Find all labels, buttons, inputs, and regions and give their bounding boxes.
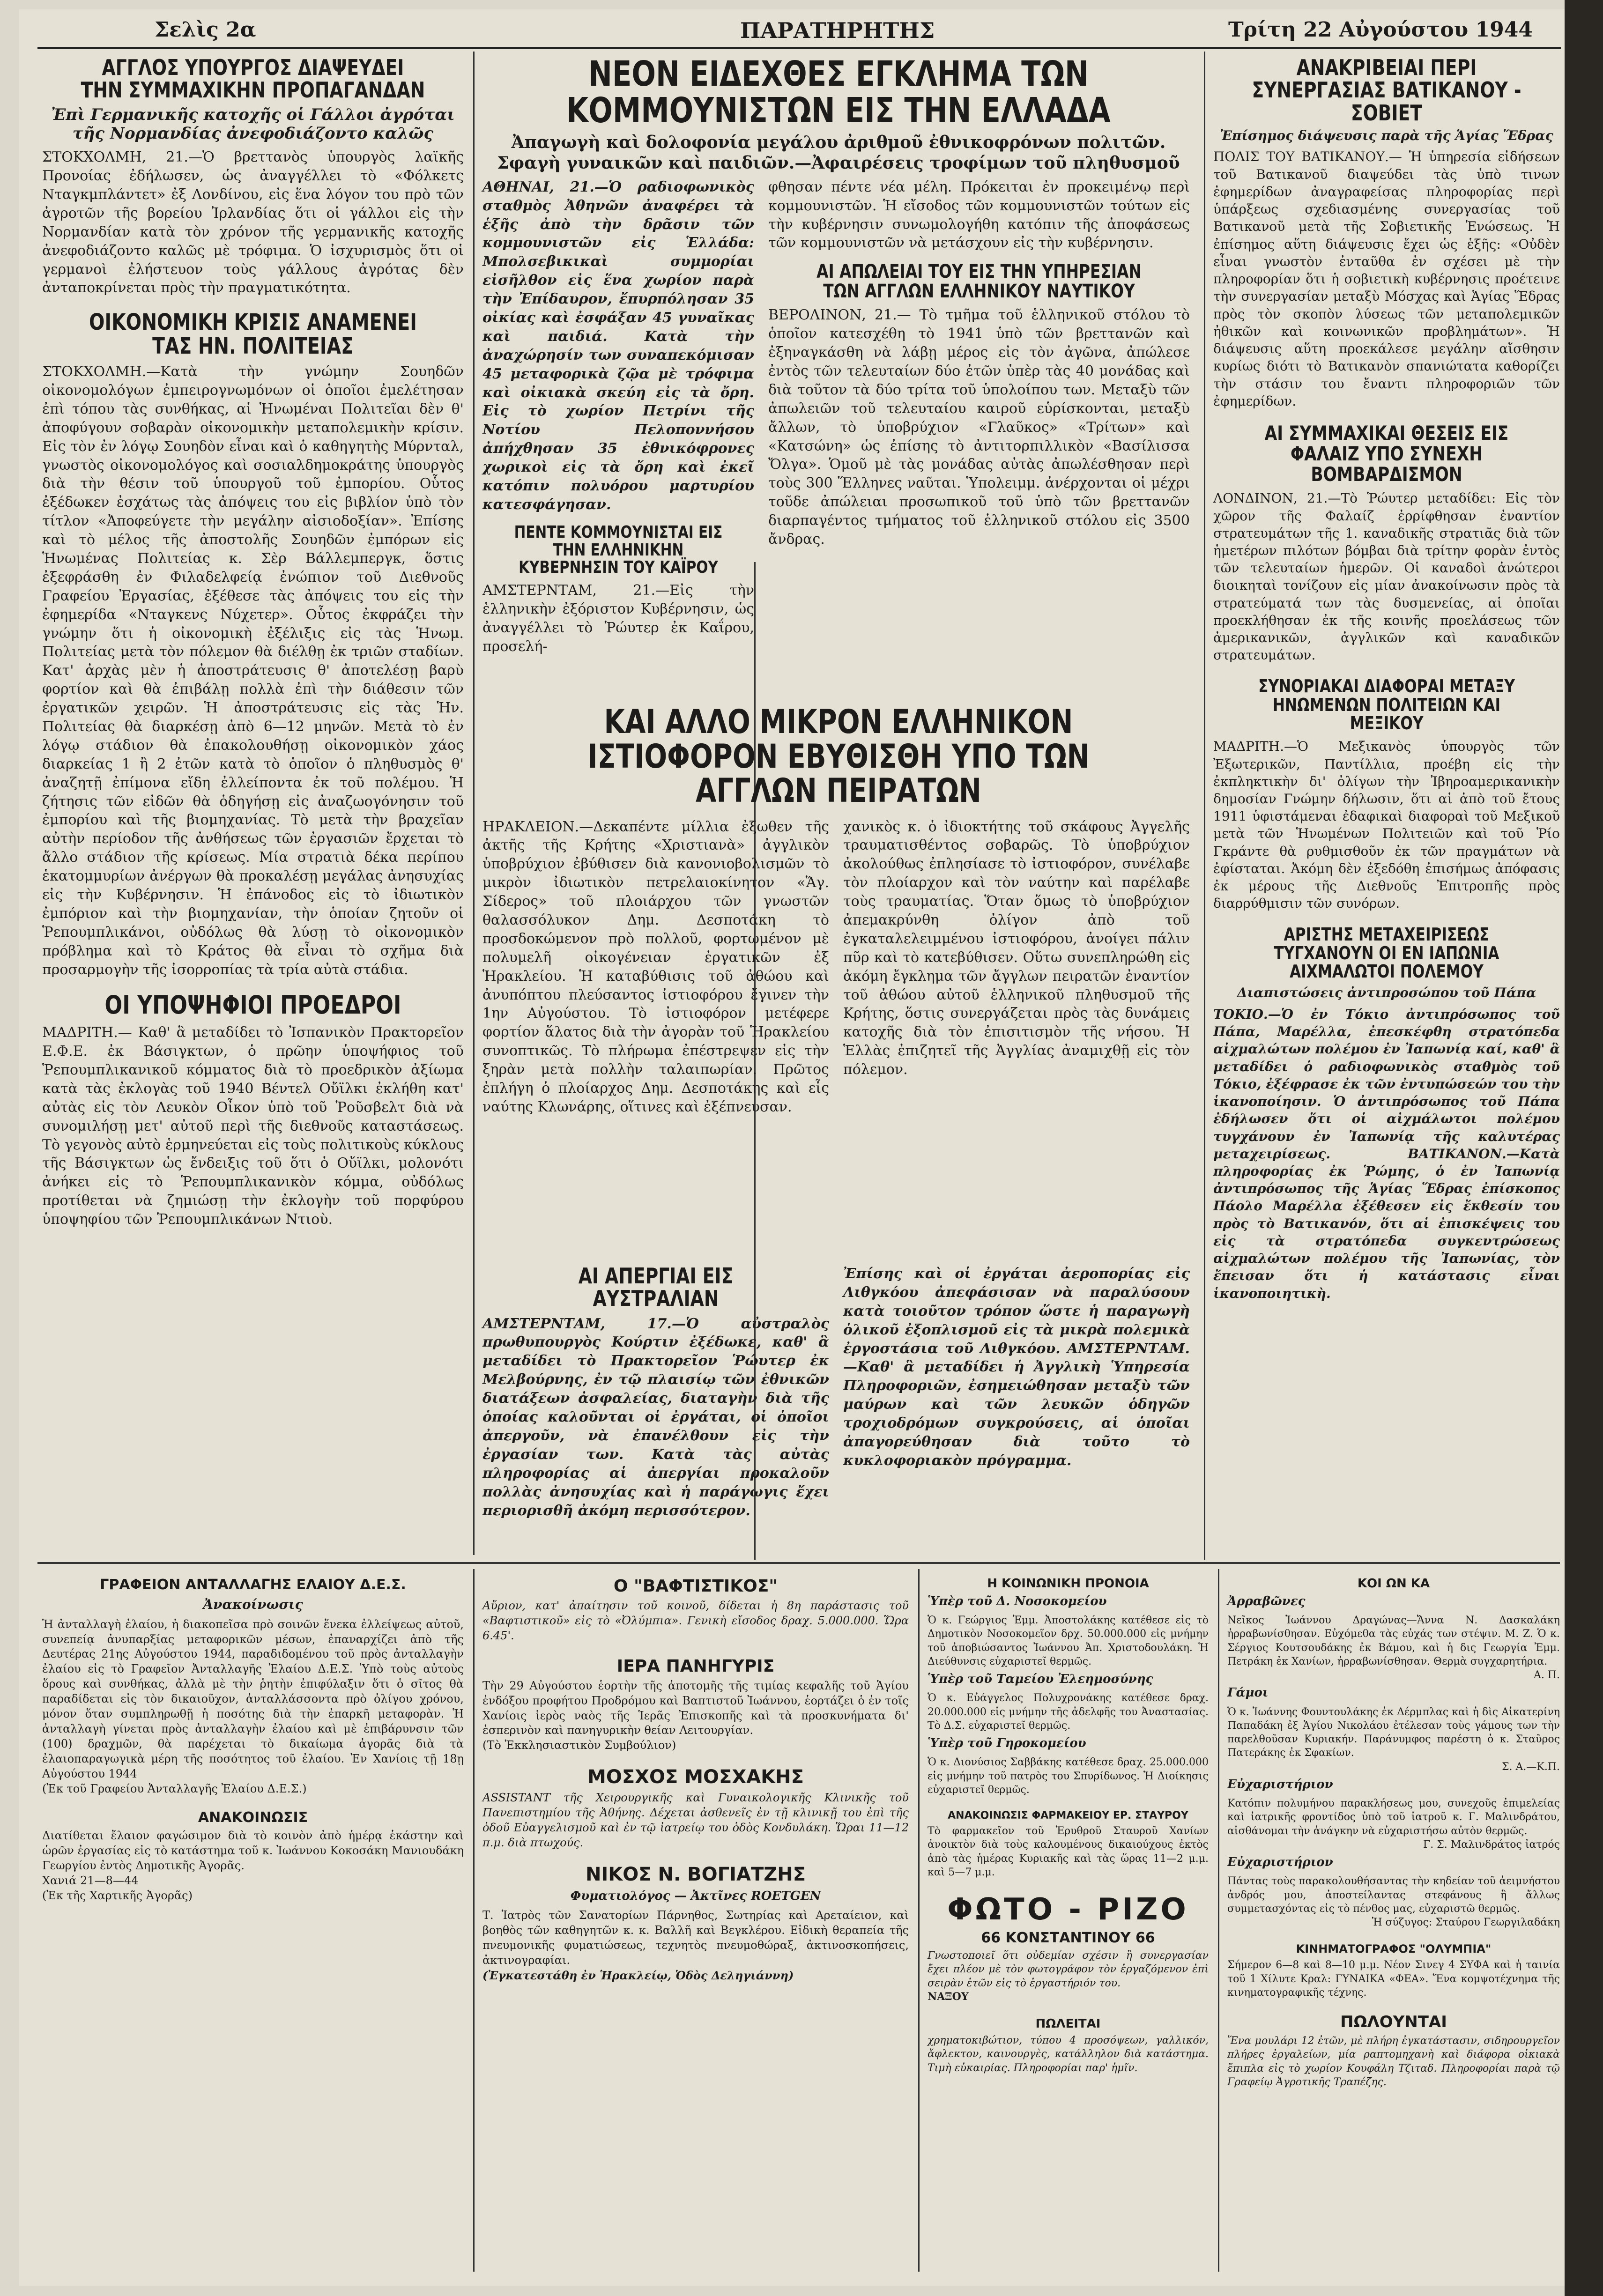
notices-column-3 xyxy=(928,1574,1209,2272)
notice-title: ΝΙΚΟΣ Ν. ΒΟΓΙΑΤΖΗΣ xyxy=(585,1863,806,1885)
notice-title: ΚΟΙ ΩΝ ΚΑ xyxy=(1357,1577,1430,1591)
column-rule xyxy=(473,52,475,1555)
article-body: ΒΕΡΟΛΙΝΟΝ, 21.— Τὸ τμῆμα τοῦ ἑλληνικοῦ στόλου τὸ ὁποῖον κατεσχέθη τὸ 1941 ὑπὸ τῶν βρεττανῶν καὶ ἐξηναγκάσθη νὰ λάβῃ μέρος εἰς τὸν ἀγῶνα, ἀπώλεσε ἐντὸς τῶν τελευταίων δύο ἐτῶν ὑπὲρ τὰς 40 μονάδας καὶ διὰ τοῦτον τὰ δύο τρίτα τοῦ ὑπολοίπου των. Μεταξὺ τῶν ἀπωλειῶν τοῦ τελευταίου καιροῦ εὑρίσκονται, μεταξὺ ἄλλων, τὸ ὑποβρύχιον «Γλαῦκος» «Τρίτων» καὶ «Κατσώνη» ὡς ἐπίσης τὸ ἀντιτορπιλλικὸν «Βασίλισσα Ὄλγα». Ὁμοῦ μὲ τὰς μονάδας αὐτὰς ἀπωλέσθησαν περὶ τοὺς 300 Ἕλληνες ναῦται. Ὑπολειμμ. ἀνέρχονται οἱ μέχρι τοῦδε ἀπώλειαι προσωπικοῦ τοῦ ὑπὸ τῶν βρεττανῶν διαρπαγέντος τμήματος τοῦ ἑλληνικοῦ στόλου εἰς 3500 ἄνδρας. xyxy=(768,307,1190,548)
notice-festival xyxy=(482,1657,909,1754)
notice-subtitle: Εὐχαριστήριον xyxy=(1227,1855,1333,1870)
subheadline: Ἐπίσημος διάψευσις παρὰ τῆς Ἁγίας Ἕδρας xyxy=(1220,127,1553,143)
strikes-left xyxy=(482,1265,829,1520)
article-body-continued: χανικὸς κ. ὁ ἰδιοκτήτης τοῦ σκάφους Ἀγγελῆς τραυματισθέντος σοβαρῶς. Τὸ ὑποβρύχιον ἀκολούθως ἐπλησίασε τὸ ἰστιοφόρον, συνέλαβε τὸν πλοίαρχον καὶ τὸν ναύτην καὶ παρέλαβε τοὺς τραυματίας. Ὅταν ὅμως τὸ ὑποβρύχιον ἀπεμακρύνθη ὀλίγον ἀπὸ τοῦ ἐγκαταλελειμμένου ἰστιοφόρου, ἀνοίγει πάλιν πῦρ καὶ τὸ κατεβύθισεν. Οὕτω συνεπληρώθη εἰς ἀκόμη ἔγκλημα τῶν ἄγγλων πειρατῶν ἐναντίον τοῦ ἀθώου αὐτοῦ ἑλληνικοῦ πληθυσμοῦ τῆς Κρήτης, ὅστις συνεργάζεται πρὸς τὰς δυνάμεις κατοχῆς διὰ τὸν ἐπισιτισμὸν τῆς νήσου. Ἡ Ἑλλὰς ἐπιζητεῖ τῆς Ἀγγλίας ἀναμιχθῇ εἰς τὸν πόλεμον. xyxy=(843,818,1190,1078)
lead-body-continued: φθησαν πέντε νέα μέλη. Πρόκειται ἐν προκειμένῳ περὶ κομμουνιστῶν. Ἡ εἴσοδος τῶν κομμουνιστῶν τούτων εἰς τὴν κυβέρνησιν συνωμολογήθη κατόπιν τῆς ἀποφάσεως τῶν κομμουνιστῶν νὰ μετάσχουν εἰς τὴν κυβέρνησιν. xyxy=(768,178,1190,252)
article-body: ΑΜΣΤΕΡΝΤΑΜ, 21.—Εἰς τὴν ἑλληνικὴν ἐξόριστον Κυβέρνησιν, ὡς ἀναγγέλλει τὸ Ῥώυτερ ἐκ Καΐρου, προσελή- xyxy=(482,582,754,655)
notice-body: Νεῖκος Ἰωάννου Δραγώνας—Ἄννα Ν. Δασκαλάκη ἠρραβωνίσθησαν. Εὐχόμεθα τὰς εὐχάς των στέψιν. Μ. Ζ. Ὁ κ. Σέργιος Κουτσουδάκης ἐκ Βάμου, καὶ ἡ δις Γεωργία Ἐμμ. Πετράκη ἐκ Χανίων, ἠρραβωνίσθησαν. Θερμὰ συγχαρητήρια. xyxy=(1227,1615,1560,1667)
column-rule xyxy=(1204,52,1205,1560)
notice-doctor-vogiatzis xyxy=(482,1864,909,1983)
notice-body: Ὁ κ. Εὐάγγελος Πολυχρονάκης κατέθεσε δραχ. 20.000.000 εἰς μνήμην τῆς ἀδελφῆς του Ἀναστασίας. Τὸ Δ.Σ. εὐχαριστεῖ θερμῶς. xyxy=(928,1692,1209,1732)
notice-cinema xyxy=(1227,1942,1560,2000)
lead-headline: ΝΕΟΝ ΕΙΔΕΧΘΕΣ ΕΓΚΛΗΜΑ ΤΩΝ ΚΟΜΜΟΥΝΙΣΤΩΝ ΕΙΣ ΤΗΝ ΕΛΛΑΔΑ xyxy=(566,54,1111,131)
column-rule xyxy=(918,1569,920,2272)
notice-subtitle: Ὑπὲρ τοῦ Ταμείου Ἐλεημοσύνης xyxy=(928,1672,1153,1687)
article-body-continued: Ἐπίσης καὶ οἱ ἐργάται ἀεροπορίας εἰς Λιθγκόου ἀπεφάσισαν νὰ παραλύσουν κατὰ τοιοῦτον τρόπον ὥστε ἡ παραγωγὴ ὁλικοῦ ἐξοπλισμοῦ εἰς τὰ μικρὰ πολεμικὰ ἐργοστάσια τοῦ Λιθγκόου. ΑΜΣΤΕΡΝΤΑΜ.—Καθ' ἃ μεταδίδει ἡ Ἀγγλικὴ Ὑπηρεσία Πληροφοριῶν, ἐσημειώθησαν μεταξὺ τῶν μαύρων καὶ τῶν λευκῶν ὁδηγῶν τροχιοδρόμων συγκρούσεις, αἱ ὁποῖαι ἀπαγορεύθησαν διὰ τοῦτο τὸ κυκλοφοριακὸν πρόγραμμα. xyxy=(843,1266,1190,1469)
notice-body: Διατίθεται ἔλαιον φαγώσιμον διὰ τὸ κοινὸν ἀπὸ ἡμέρᾳ ἑκάστην καὶ ὡρῶν ἐργασίας εἰς τὸ κατάστημα τοῦ κ. Ἰωάννου Κοκοσάκη Μανιουδάκη Γεωργίου ἐντὸς Δημοτικῆς Ἀγορᾶς. xyxy=(42,1829,464,1873)
article-australia-strikes xyxy=(482,1265,1195,1555)
notice-body: Τ. Ἰατρὸς τῶν Σανατορίων Πάρνηθος, Σωτηρίας καὶ Αρεταίειον, καὶ βοηθὸς τῶν καθηγητῶν κ. κ. Βαλλῆ καὶ Βεγκλέρου. Εἰδικὴ θεραπεία τῆς πνευμονικῆς φυματιώσεως, τεχνητὸς πνευμοθώραξ, ἀκτινοσκοπήσεις, ἀκτινογραφίαι. xyxy=(482,1909,909,1967)
masthead: ΠΑΡΑΤΗΡΗΤΗΣ xyxy=(740,18,935,43)
article-sailboat-sunk xyxy=(482,705,1195,1248)
notice-body: Κατόπιν πολυμήνου παρακλήσεως μου, συνεχοῦς ἐπιμελείας καὶ ἰατρικῆς φροντίδος ὑπὸ τοῦ ἰατροῦ κ. Γ. Μαλινδράτου, αἰσθάνομαι τὴν ἀνάγκην νὰ εὐχαριστήσω αὐτὸν θερμῶς. xyxy=(1227,1798,1560,1837)
notice-title: ΜΟΣΧΟΣ ΜΟΣΧΑΚΗΣ xyxy=(587,1766,804,1788)
notice-title: ΑΝΑΚΟΙΝΩΣΙΣ xyxy=(198,1809,308,1826)
notice-title: ΠΩΛΟΥΝΤΑΙ xyxy=(1340,2013,1447,2031)
notice-title: ΓΡΑΦΕΙΟΝ ΑΝΤΑΛΛΑΓΗΣ ΕΛΑΙΟΥ Δ.Ε.Σ. xyxy=(100,1577,406,1593)
notice-body: Τὴν 29 Αὐγούστου ἑορτὴν τῆς ἀποτομῆς τῆς τιμίας κεφαλῆς τοῦ Ἁγίου ἐνδόξου προφήτου Προδρόμου καὶ Βαπτιστοῦ Ἰωάννου, ἑορτάζει ὁ ἐν τοῖς Χανίοις ἱερὸς ναὸς τῆς Ἱερᾶς Ἐπισκοπῆς καὶ τὰ προσκυνήματα δι' ἑσπερινὸν καὶ πανηγυρικὴν θείαν Λειτουργίαν. xyxy=(482,1679,909,1737)
article-body: ΜΑΔΡΙΤΗ.—Ὁ Μεξικανὸς ὑπουργὸς τῶν Ἐξωτερικῶν, Παντίλλια, προέβη εἰς τὴν ἐκπληκτικὴν δι' ὀλίγων τὴν Ἰβηροαμερικανικὴν δημοσίαν Γνώμην δήλωσιν, ὅτι αἱ ἀπὸ τοῦ ἔτους 1911 ὑφιστάμεναι ἐδαφικαὶ διαφοραὶ τοῦ Μεξικοῦ μετὰ τῶν Ἡνωμένων Πολιτειῶν καὶ τοῦ Ῥίο Γκράντε θὰ ρυθμισθοῦν ἐκ τῶν πραγμάτων νὰ ἐφίσταται. Ἀκόμη δὲν ἐξεδόθη ἐπισήμως ἀπόφασις ἐκ μέρους τῆς Διεθνοῦς Ἐπιτροπῆς πρὸς διαρρύθμισιν τῶν συνόρων. xyxy=(1213,739,1560,911)
headline: ΚΑΙ ΑΛΛΟ ΜΙΚΡΟΝ ΕΛΛΗΝΙΚΟΝ ΙΣΤΙΟΦΟΡΟΝ ΕΒΥΘΙΣΘΗ ΥΠΟ ΤΩΝ ΑΓΓΛΩΝ ΠΕΙΡΑΤΩΝ xyxy=(587,703,1090,810)
headline: ΑΡΙΣΤΗΣ ΜΕΤΑΧΕΙΡΙΣΕΩΣ ΤΥΓΧΑΝΟΥΝ ΟΙ ΕΝ ΙΑΠΩΝΙΑ ΑΙΧΜΑΛΩΤΟΙ ΠΟΛΕΜΟΥ xyxy=(1274,924,1499,982)
notice-subtitle: Ἀνακοίνωσις xyxy=(203,1597,303,1612)
page-label: Σελὶς 2α xyxy=(155,18,256,42)
article-body: ΣΤΟΚΧΟΛΜΗ.—Κατὰ τὴν γνώμην Σουηδῶν οἰκονομολόγων ἐμπειρογνωμόνων οἱ ὁποῖοι ἐμελέτησαν ἐπὶ τόπου τὰς συνθήκας, αἱ Ἡνωμέναι Πολιτεῖαι δὲν θ' ἀποφύγουν σοβαρὰν οἰκονομικὴν μεταπολεμικὴν κρίσιν. Εἰς τὸν ἐν λόγῳ Σουηδὸν εἶναι καὶ ὁ καθηγητὴς Μύρνταλ, γνωστὸς οἰκονομολόγος καὶ σοσιαλδημοκράτης ὑπουργὸς διὰ τὴν θέσιν τοῦ ὑπουργοῦ τοῦ ἐμπορίου. Οὗτος ἐξέδωκεν ἐσχάτως τὰς ἀπόψεις του εἰς βιβλίον ὑπὸ τὸν τίτλον «Ἀποφεύγετε τὴν μεγάλην αἰσιοδοξίαν». Ἐπίσης καὶ τὸ μέλος τῆς ἀποστολῆς Σουηδῶν ἐμπόρων εἰς Ἡνωμένας Πολιτείας κ. Σὲρ Βάλλεμπεργκ, ὅστις ἐξεφράσθη ἐν Φιλαδελφείᾳ ἐνώπιον τοῦ Διεθνοῦς Γραφείου Ἐργασίας, ἐξέθεσε τὰς ἀπόψεις του εἰς τὴν ἐφημερίδα «Νταγκενς Νύχετερ». Οὗτος ἐκφράζει τὴν γνώμην ὅτι ἡ οἰκονομικὴ ἐξέλιξις εἰς τὰς Ἡνωμ. Πολιτείας μετὰ τὸν πόλεμον θὰ διέλθῃ ἐκ τριῶν σταδίων. Κατ' ἀρχὰς μὲν ἡ ἀποστράτευσις θ' ἀποτελέσῃ βαρὺ φορτίον καὶ θὰ ἐπιβάλῃ πολλὰ ἐπὶ τὴν διάθεσιν τῶν ἐργατικῶν χειρῶν. Ἡ ἀποστράτευσις εἰς τὰς Ἡν. Πολιτείας θὰ διαρκέσῃ ἀπὸ 6—12 μηνῶν. Μετὰ τὸ ἐν λόγῳ στάδιον θὰ ἐπακολουθήσῃ οἰκονομικὸν χάος διαρκείας 1 ἢ 2 ἐτῶν κατὰ τὸ ὁποῖον ὁ πληθυσμὸς θ' ἀναζητῇ ἐπίμονα εἴδη ἐλλείποντα ἐκ τοῦ πολέμου. Ἡ ζήτησις τῶν εἰδῶν θὰ ὁδηγήσῃ εἰς ἀναζωογόνησιν τοῦ ἐμπορίου καὶ τῆς βιομηχανίας. Τὸ μετὰ τὴν βραχεῖαν αὐτὴν περίοδον τῆς ἀνθήσεως τῶν ἐργασιῶν ἔρχεται τὸ ἄλλο στάδιον τῆς κρίσεως. Μία στρατιὰ δέκα περίπου ἑκατομμυρίων ἀνέργων θὰ προκαλέσῃ μεγάλας ἀνησυχίας εἰς τὴν Κυβέρνησιν. Ἡ ἐπάνοδος εἰς τὸ ἰδιωτικὸν ἐμπόριον καὶ τὴν βιομηχανίαν, τὴν ὁποίαν ζητοῦν οἱ Ῥεπουμπλικάνοι, οὐδόλως θὰ λύσῃ τὸ οἰκονομικὸν πρόβλημα καὶ τὸ Κράτος θὰ εἶναι τὸ σχῆμα διὰ προσαρμογὴν τῆς ἰσορροπίας τὰ τρία αὐτὰ στάδια. xyxy=(42,363,464,978)
notice-body: χρηματοκιβώτιον, τύπου 4 προσόψεων, γαλλικόν, ἄφλεκτον, καινουργὲς, κατάλληλον διὰ κατάστημα. Τιμὴ εὐκαιρίας. Πληροφορίαι παρ' ἡμῖν. xyxy=(928,2035,1209,2074)
lead-body: ΑΘΗΝΑΙ, 21.—Ὁ ραδιοφωνικὸς σταθμὸς Ἀθηνῶν ἀναφέρει τὰ ἑξῆς ἀπὸ τὴν δρᾶσιν τῶν κομμουνιστῶν εἰς Ἑλλάδα: Μπολσεβικικαὶ συμμορίαι εἰσῆλθον εἰς ἕνα χωρίον παρὰ τὴν Ἐπίδαυρον, ἔπυρπόλησαν 35 οἰκίας καὶ ἐσφάξαν 45 γυναῖκας καὶ παιδιά. Κατὰ τὴν ἀναχώρησίν των συναπεκόμισαν 45 μεταφορικὰ ζῷα μὲ τρόφιμα καὶ οἰκιακὰ σκεύη εἰς τὰ ὄρη. Εἰς τὸ χωρίον Πετρίνι τῆς Νοτίου Πελοποννήσου ἀπήχθησαν 35 ἐθνικόφρονες χωρικοὶ εἰς τὰ ὄρη καὶ ἐκεῖ κατόπιν πολυόρου μαρτυρίου κατεσφάγησαν. xyxy=(482,178,754,513)
headline: ΣΥΝΟΡΙΑΚΑΙ ΔΙΑΦΟΡΑΙ ΜΕΤΑΞΥ ΗΝΩΜΕΝΩΝ ΠΟΛΙΤΕΙΩΝ ΚΑΙ ΜΕΞΙΚΟΥ xyxy=(1258,675,1515,734)
article-allied-propaganda xyxy=(42,56,464,297)
lead-left xyxy=(482,178,754,669)
article-body: ΗΡΑΚΛΕΙΟΝ.—Δεκαπέντε μίλλια ἐξωθεν τῆς ἀκτῆς τῆς Κρήτης «Χριστιανὰ» ἀγγλικὸν ὑποβρύχιον ἐβύθισεν διὰ κανονιοβολισμῶν τὸ μικρὸν ἰδιωτικὸν πετρελαιοκίνητον «Ἅγ. Σίδερος» τοῦ πλοιάρχου τῶν γνωστῶν θαλασσόλυκον Δημ. Δεσποτάκη τὸ προσδοκώμενον πρὸ πολλοῦ, φορτωμένον μὲ πολυμελῆ οἰκογένειαν ἐργατικῶν ἐξ Ἡρακλείου. Ἡ καταβύθισις τοῦ ἀθώου καὶ ἀνυπόπτου πλεύσαντος ἰστιοφόρου ἔγινεν τὴν 1ην Αὐγούστου. Τὸ ἰστιοφόρον μετέφερε φορτίον ἅλατος διὰ τὴν ἀγορὰν τοῦ Ἡρακλείου συνοπτικῶς. Τὸ πλήρωμα ἐπέστρεψεν εἰς τὴν ξηρὰν μετὰ πολλὴν ταλαιπωρίαν. Πρῶτος ἐπλήγη ὁ πλοίαρχος Δημ. Δεσποτάκης καὶ εἷς ναύτης Κλωνάρης, οἵτινες καὶ ἐξέπνευσαν. xyxy=(482,818,829,1115)
article-body: ΛΟΝΔΙΝΟΝ, 21.—Τὸ Ῥώυτερ μεταδίδει: Εἰς τὸν χῶρον τῆς Φαλαίζ ἐρρίφθησαν ἐναντίον στρατευμάτων τῆς 1. καναδικῆς στρατιᾶς διὰ τῶν ἡμετέρων πιλότων βόμβαι διὰ τρίτην φορὰν ἐντὸς τῶν τελευταίων ἡμερῶν. Οἱ καναδοὶ ἀνώτεροι διοικηταὶ τονίζουν εἰς μίαν ἀνακοίνωσιν πρὸς τὰ στρατεύματά των τὰς δυσμενείας, αἱ ὁποῖαι προεκλήθησαν ἐκ τῆς κοινῆς προελάσεως τῶν ἀμερικανικῶν, ἀγγλικῶν καὶ καναδικῶν στρατευμάτων. xyxy=(1213,490,1560,663)
article-pow-japan xyxy=(1213,926,1560,1302)
headline: ΑΙ ΑΠΕΡΓΙΑΙ ΕΙΣ ΑΥΣΤΡΑΛΙΑΝ xyxy=(578,1263,734,1311)
notice-title: ΦΩΤΟ - ΡΙΖΟ xyxy=(947,1892,1189,1927)
notices-column-1 xyxy=(42,1574,464,2272)
article-body: ΤΟΚΙΟ.—Ὁ ἐν Τόκιο ἀντιπρόσωπος τοῦ Πάπα, Μαρέλλα, ἐπεσκέφθη στρατόπεδα αἰχμαλώτων πολέμου ἐν Ἰαπωνίᾳ καί, καθ' ἃ μεταδίδει ὁ ραδιοφωνικὸς σταθμὸς τοῦ Τόκιο, ἐξέφρασε ἐκ τῶν ἐντυπώσεών του τὴν ἱκανοποίησιν. Ὁ ἀντιπρόσωπος τοῦ Πάπα ἐδήλωσεν ὅτι οἱ αἰχμάλωτοι πολέμου τυγχάνουν ἐν Ἰαπωνίᾳ τῆς καλυτέρας μεταχειρίσεως. ΒΑΤΙΚΑΝΟΝ.—Κατὰ πληροφορίας ἐκ Ῥώμης, ὁ ἐν Ἰαπωνίᾳ ἀντιπρόσωπος τῆς Ἁγίας Ἕδρας ἐπίσκοπος Πάολο Μαρέλλα ἐξέθεσεν εἰς ἔκθεσίν του πρὸς τὸ Βατικανόν, ὅτι αἱ ἐπισκέψεις του εἰς τὰ στρατόπεδα συγκεντρώσεως αἰχμαλώτων πολέμου τῆς Ἰαπωνίας, τὸν ἔπεισαν ὅτι ἡ κατάστασις εἶναι ἱκανοποιητικὴ. xyxy=(1213,1006,1560,1301)
page-header xyxy=(37,9,1561,49)
article-economic-crisis xyxy=(42,311,464,979)
subheadline: Διαπιστώσεις ἀντιπροσώπου τοῦ Πάπα xyxy=(1237,985,1536,1001)
notice-subtitle: Ὑπὲρ τοῦ Γηροκομείου xyxy=(928,1736,1086,1751)
notice-theatre xyxy=(482,1577,909,1644)
notice-title: ΙΕΡΑ ΠΑΝΗΓΥΡΙΣ xyxy=(616,1656,775,1676)
article-body: ΣΤΟΚΧΟΛΜΗ, 21.—Ὁ βρεττανὸς ὑπουργὸς λαϊκῆς Προνοίας ἐδήλωσεν, ὡς ἀναγγέλλει τὸ «Φόλκετς Νταγκμπλάντετ» ἐξ Λονδίνου, εἰς ἕνα λόγον του πρὸ τῶν ἀγροτῶν τῆς βορείου Ἰρλανδίας ὅτι οἱ γάλλοι εἰς τὴν Νορμανδίαν κατὰ τὸν χρόνον τῆς γερμανικῆς κατοχῆς ἀνεφοδιάζοντο καλῶς μὲ τρόφιμα. Ὁ ἰσχυρισμὸς ὅτι οἱ γερμανοὶ ἐλήστευον τοὺς γάλλους ἀγρότας δὲν ἀνταποκρίνεται πρὸς τὴν πραγματικότητα. xyxy=(42,149,464,296)
notice-signature: Α. Π. xyxy=(1533,1669,1560,1681)
notice-body: Πάντας τοὺς παρακολουθήσαντας τὴν κηδείαν τοῦ ἀειμνήστου ἀνδρός μου, ἀποστείλαντας στεφάνους ἢ ἄλλως συμμετασχόντας εἰς τὸ πένθος μας, εὐχαριστῶ θερμῶς. xyxy=(1227,1875,1560,1915)
notice-doctor-moschakis xyxy=(482,1766,909,1851)
notice-date: Χανιά 21—8—44 xyxy=(42,1874,139,1888)
notice-title: ΚΙΝΗΜΑΤΟΓΡΑΦΟΣ "ΟΛΥΜΠΙΑ" xyxy=(1296,1942,1492,1956)
headline: ΑΝΑΚΡΙΒΕΙΑΙ ΠΕΡΙ ΣΥΝΕΡΓΑΣΙΑΣ ΒΑΤΙΚΑΝΟΥ - ΣΟΒΙΕΤ xyxy=(1252,55,1521,126)
article-border-disputes xyxy=(1213,677,1560,912)
headline: ΑΙ ΣΥΜΜΑΧΙΚΑΙ ΘΕΣΕΙΣ ΕΙΣ ΦΑΛΑΙΖ ΥΠΟ ΣΥΝΕΧΗ ΒΟΜΒΑΡΔΙΣΜΟΝ xyxy=(1264,422,1509,486)
headline: ΠΕΝΤΕ ΚΟΜΜΟΥΝΙΣΤΑΙ ΕΙΣ ΤΗΝ ΕΛΛΗΝΙΚΗΝ ΚΥΒΕΡΝΗΣΙΝ ΤΟΥ ΚΑΪΡΟΥ xyxy=(514,522,723,578)
article-body: ΠΟΛΙΣ ΤΟΥ ΒΑΤΙΚΑΝΟΥ.— Ἡ ὑπηρεσία εἰδήσεων τοῦ Βατικανοῦ διαψεύδει τὰς ὑπὸ τινων ἐφημερίδων ἀναγραφείσας πληροφορίας περὶ ὑπάρξεως σχεδιασμένης συνεργασίας τοῦ Βατικανοῦ μετὰ τῆς Σοβιετικῆς Ἑνώσεως. Ἡ ἐπίσημος αὕτη διάψευσις ἔχει ὡς ἑξῆς: «Οὐδὲν εἶναι γνωστὸν ἐνταῦθα ἐν σχέσει μὲ τὴν πληροφορίαν ὅτι ἡ σοβιετικὴ κυβέρνησις προέτεινε τὴν συνεργασίαν μεταξὺ Μόσχας καὶ Ἁγίας Ἕδρας πρὸς τὸν σκοπὸν λύσεως τῶν μεταπολεμικῶν ἠθικῶν καὶ κοινωνικῶν προβλημάτων». Ἡ διάψευσις αὕτη προεκάλεσε μεγάλην αἴσθησιν κυρίως διότι τὸ Βατικανὸν σπανιώτατα καθορίζει τὴν στάσιν του ἔναντι πληροφοριῶν τῶν ἐφημερίδων. xyxy=(1213,149,1560,409)
article-candidates xyxy=(42,992,464,1229)
notice-photo-rizo xyxy=(928,1892,1209,2004)
column-rule xyxy=(473,1569,475,2272)
notice-address: 66 ΚΟΝΣΤΑΝΤΙΝΟΥ 66 xyxy=(981,1930,1155,1947)
notice-social-welfare xyxy=(928,1577,1209,1797)
lead-subheadline: Ἀπαγωγὴ καὶ δολοφονία μεγάλου ἀριθμοῦ ἐθνικοφρόνων πολιτῶν. Σφαγὴ γυναικῶν καὶ παιδιῶν.—Ἀφαιρέσεις τροφίμων τοῦ πληθυσμοῦ xyxy=(497,133,1180,173)
notice-body: Σήμερον 6—8 καὶ 8—10 μ.μ. Νέον Σινεγ 4 ΣΥΦΑ καὶ ἡ ταινία τοῦ 1 Χίλυτε Κραλ: ΓΥΝΑΙΚΑ «ΦΕΑ». Ἕνα κομψοτέχνημα τῆς κινηματογραφικῆς τέχνης. xyxy=(1227,1959,1560,1999)
notice-body: Γνωστοποιεῖ ὅτι οὐδεμίαν σχέσιν ἢ συνεργασίαν ἔχει πλέον μὲ τὸν φωτογράφον τὸν ἐργαζόμενον ἐπὶ σειρὰν ἐτῶν εἰς τὸ ἐργαστήριόν του. xyxy=(928,1950,1209,1989)
notice-signature: Γ. Σ. Μαλινδράτος ἰατρός xyxy=(1423,1838,1560,1851)
notice-signature: (Ἐκ τοῦ Γραφείου Ἀνταλλαγῆς Ἐλαίου Δ.Ε.Σ.) xyxy=(42,1782,307,1795)
notice-for-sale-safe xyxy=(928,2017,1209,2075)
notice-title: Ο "ΒΑΦΤΙΣΤΙΚΟΣ" xyxy=(613,1577,778,1596)
left-column xyxy=(42,56,464,1555)
notice-subtitle: Ἀρραβῶνες xyxy=(1227,1594,1306,1608)
notice-signature: (Τὸ Ἐκκλησιαστικὸν Συμβούλιον) xyxy=(482,1739,676,1752)
notice-body: ASSISTANT τῆς Χειρουργικῆς καὶ Γυναικολογικῆς Κλινικῆς τοῦ Πανεπιστημίου τῆς Ἀθήνης. Δέχεται ἀσθενεῖς ἐν τῇ κλινικῇ του ἐπὶ τῆς ὁδοῦ Εὐαγγελισμοῦ καὶ ἐν τῷ ἰατρείῳ του ὁδὸς Κονδυλάκη. Ὥραι 11—12 π.μ. διὰ πτωχούς. xyxy=(482,1791,909,1849)
headline: ΑΓΓΛΟΣ ΥΠΟΥΡΓΟΣ ΔΙΑΨΕΥΔΕΙ ΤΗΝ ΣΥΜΜΑΧΙΚΗΝ ΠΡΟΠΑΓΑΝΔΑΝ xyxy=(81,55,425,103)
horizontal-rule xyxy=(37,1562,1560,1564)
notices-column-2 xyxy=(482,1574,909,2272)
notice-oil-sale xyxy=(42,1809,464,1903)
notice-signature: Ἡ σύζυγος: Σταύρου Γεωργιλαδάκη xyxy=(1372,1917,1560,1928)
notice-signature: Σ. Α.—Κ.Π. xyxy=(1501,1761,1560,1773)
subheadline: Ἐπὶ Γερμανικῆς κατοχῆς οἱ Γάλλοι ἀγρόται τῆς Νορμανδίας ἀνεφοδιάζοντο καλῶς xyxy=(51,105,455,143)
notice-signature: (Ἐγκατεστάθη ἐν Ἡρακλείῳ, Ὁδὸς Δεληγιάννη) xyxy=(482,1968,794,1982)
notice-body: Ἕνα μουλάρι 12 ἐτῶν, μὲ πλήρη ἐγκατάστασιν, σιδηρουργεῖον πλήρες ἐργαλείων, μία ραπτομηχανὴ καὶ διάφορα οἰκιακὰ ἔπιπλα εἰς τὸ χωρίον Κουφάλη Τζιταδ. Πληροφορίαι παρὰ τῷ Γραφείῳ Ἀγροτικῆς Τραπέζης. xyxy=(1227,2035,1560,2088)
notice-body: Ὁ κ. Γεώργιος Ἐμμ. Ἀποστολάκης κατέθεσε εἰς τὸ Δημοτικὸν Νοσοκομεῖον δρχ. 50.000.000 εἰς μνήμην τοῦ ἀποβιώσαντος Ἰωάννου Ἀπ. Χριστοδουλάκη. Ἡ Διεύθυνσις εὐχαριστεῖ θερμῶς. xyxy=(928,1615,1209,1667)
article-body: ΑΜΣΤΕΡΝΤΑΜ, 17.—Ὁ αὐστραλὸς πρωθυπουργὸς Κούρτιν ἐξέδωκε, καθ' ἃ μεταδίδει τὸ Πρακτορεῖον Ῥώυτερ ἐκ Μελβούρνης, ἐν τῷ πλαισίῳ τῶν ἐθνικῶν διατάξεων ἀσφαλείας, διαταγὴν διὰ τῆς ὁποίας καλοῦνται οἱ ἐργάται, οἱ ὁποῖοι ἀπεργοῦν, νὰ ἐπανέλθουν εἰς τὴν ἐργασίαν των. Κατὰ τὰς αὐτὰς πληροφορίας αἱ ἀπεργίαι προκαλοῦν πολλὰς ἀνησυχίας καὶ ἡ παράγωγις ἔχει περιορισθῆ ἀκόμη περισσότερον. xyxy=(482,1315,829,1519)
lead-story xyxy=(482,54,1195,655)
article-falaise xyxy=(1213,423,1560,664)
sailboat-columns xyxy=(482,818,1195,1117)
notice-pharmacy xyxy=(928,1810,1209,1879)
notice-signature: (Ἐκ τῆς Χαρτικῆς Ἀγορᾶς) xyxy=(42,1889,193,1903)
article-navy-losses xyxy=(768,262,1190,549)
column-rule xyxy=(1218,1569,1219,2272)
notice-body: Αὔριον, κατ' ἀπαίτησιν τοῦ κοινοῦ, δίδεται ἡ 8η παράστασις τοῦ «Βαφτιστικοῦ» εἰς τὸ «Ὀλύμπια». Γενικὴ εἴσοδος δραχ. 5.000.000. Ὥρα 6.45'. xyxy=(482,1599,909,1642)
notice-subtitle: Ὑπὲρ τοῦ Δ. Νοσοκομείου xyxy=(928,1594,1107,1608)
article-five-communists xyxy=(482,524,754,656)
issue-date: Τρίτη 22 Αὐγούστου 1944 xyxy=(1228,18,1533,42)
notice-social-news xyxy=(1227,1577,1560,1929)
headline: ΟΙΚΟΝΟΜΙΚΗ ΚΡΙΣΙΣ ΑΝΑΜΕΝΕΙ ΤΑΣ ΗΝ. ΠΟΛΙΤΕΙΑΣ xyxy=(89,309,417,359)
headline: ΟΙ ΥΠΟΨΗΦΙΟΙ ΠΡΟΕΔΡΟΙ xyxy=(104,990,401,1020)
strikes-columns xyxy=(482,1265,1195,1520)
right-column xyxy=(1213,56,1560,1555)
notice-subtitle: Γάμοι xyxy=(1227,1686,1269,1700)
notice-body: Ὁ κ. Διονύσιος Σαββάκης κατέθεσε δραχ. 25.000.000 εἰς μνήμην τοῦ πατρὸς του Σπυρίδωνος. Ἡ Διοίκησις εὐχαριστεῖ θερμῶς. xyxy=(928,1756,1209,1796)
notice-subtitle: Εὐχαριστήριον xyxy=(1227,1777,1333,1792)
notice-name: ΝΑΞΟΥ xyxy=(928,1990,969,2003)
notice-body: Ἡ ἀνταλλαγὴ ἐλαίου, ἡ διακοπεῖσα πρὸ σοινῶν ἕνεκα ἐλλείψεως αὐτοῦ, συνεπείᾳ ἀνυπαρξίας μεταφορικῶν μέσων, ἐπαναρχίζει ἀπὸ τῆς Δευτέρας 21ης Αὐγούστου 1944, παραδιδομένου τοῦ πρὸς ἀνταλλαγὴν ἐλαίου εἰς τὸ Γραφεῖον Ἀνταλλαγῆς Ἐλαίου Δ.Ε.Σ. Ὑπὸ τοὺς αὐτοὺς ὅρους καὶ συνθήκας, ἀλλὰ μὲ τὴν ῥητὴν ἐπιφύλαξιν ὅτι ὁ σῖτος θὰ παραδίδεται εἰς τὸν δικαιοῦχον, ἀνταλλάσσοντα πρὸ ὀλίγου χρόνου, μόνον ὅταν συμπληρωθῇ ἡ ποσότης διὰ τὴν ἐπαρκῆ μεταφορὰν. Ἡ ἀνταλλαγὴ γίνεται πρὸς ἀνταλλαγὴν ἐλαίου καὶ μὲ ἐπιβάρυνσιν τῶν (100) δραχμῶν, θὰ παρέχεται τὸ δικαίωμα ἀγορᾶς διὰ τὰ ἐλαιοπαραγωγικὰ μέρη τῆς ποσότητος τοῦ ἐλαίου. Ἐν Χανίοις τῇ 18ῃ Αὐγούστου 1944 xyxy=(42,1617,464,1780)
notice-body: Ὁ κ. Ἰωάννης Φουντουλάκης ἐκ Δέρμπλας καὶ ἡ δὶς Αἰκατερίνη Παπαδάκη ἐξ Ἁγίου Νικολάου ἐτέλεσαν τοὺς γάμους των τὴν παρελθοῦσαν Κυριακήν. Παράνυμφος παρέστη ὁ κ. Σταῦρος Πατεράκης ἐκ Σφακίων. xyxy=(1227,1706,1560,1759)
headline: ΑΙ ΑΠΩΛΕΙΑΙ ΤΟΥ ΕΙΣ ΤΗΝ ΥΠΗΡΕΣΙΑΝ ΤΩΝ ΑΓΓΛΩΝ ΕΛΛΗΝΙΚΟΥ ΝΑΥΤΙΚΟΥ xyxy=(816,261,1142,303)
article-vatican-soviet xyxy=(1213,56,1560,410)
notice-title: ΠΩΛΕΙΤΑΙ xyxy=(1035,2017,1101,2031)
notice-title: ΑΝΑΚΟΙΝΩΣΙΣ ΦΑΡΜΑΚΕΙΟΥ ΕΡ. ΣΤΑΥΡΟΥ xyxy=(948,1810,1188,1822)
notices-column-4 xyxy=(1227,1574,1560,2272)
notice-subtitle: Φυματιολόγος — Ἀκτῖνες ROETGEN xyxy=(570,1889,821,1903)
lead-columns xyxy=(482,178,1195,669)
notice-oil-exchange xyxy=(42,1577,464,1796)
page-edge-shadow xyxy=(1565,0,1603,2296)
article-body: ΜΑΔΡΙΤΗ.— Καθ' ἃ μεταδίδει τὸ Ἰσπανικὸν Πρακτορεῖον Ε.Φ.Ε. ἐκ Βάσιγκτων, ὁ πρῶην ὑποψήφιος τοῦ Ῥεπουμπλικανικοῦ κόμματος διὰ τὸ προεδρικὸν ἀξίωμα κατὰ τὰς ἐκλογὰς τοῦ 1940 Βέντελ Οὔϊλκι ἐκλήθη κατ' αὐτὰς εἰς τὸν Λευκὸν Οἶκον ὑπὸ τοῦ Ῥοῦσβελτ διὰ νὰ συνομιλήσῃ μετ' αὐτοῦ περὶ τῆς διεθνοῦς καταστάσεως. Τὸ γεγονὸς αὐτὸ ἑρμηνεύεται εἰς τοὺς πολιτικοὺς κύκλους τῆς Βάσιγκτων ὡς ἔνδειξις τοῦ ὅτι ὁ Οὔϊλκι, μολονότι ἀνήκει εἰς τὸ Ῥεπουμπλικανικὸν κόμμα, οὐδόλως προτίθεται νὰ ζημιώσῃ τὴν ἐκλογὴν τοῦ πορφύρου ὑποψηφίου τῶν Ῥεπουμπλικάνων Ντιοὺ. xyxy=(42,1024,464,1228)
notice-title: Η ΚΟΙΝΩΝΙΚΗ ΠΡΟΝΟΙΑ xyxy=(987,1577,1149,1591)
notice-for-sale-items xyxy=(1227,2013,1560,2089)
lead-right xyxy=(768,178,1190,669)
notice-body: Τὸ φαρμακεῖον τοῦ Ἐρυθροῦ Σταυροῦ Χανίων ἀνοικτὸν διὰ τοὺς καλουμένους δικαιούχους ἐκτὸς ἀπὸ τὰς ἡμέρας Κυριακῆς καὶ τὰς ὥρας 11—2 μ.μ. καὶ 5—7 μ.μ. xyxy=(928,1825,1209,1878)
